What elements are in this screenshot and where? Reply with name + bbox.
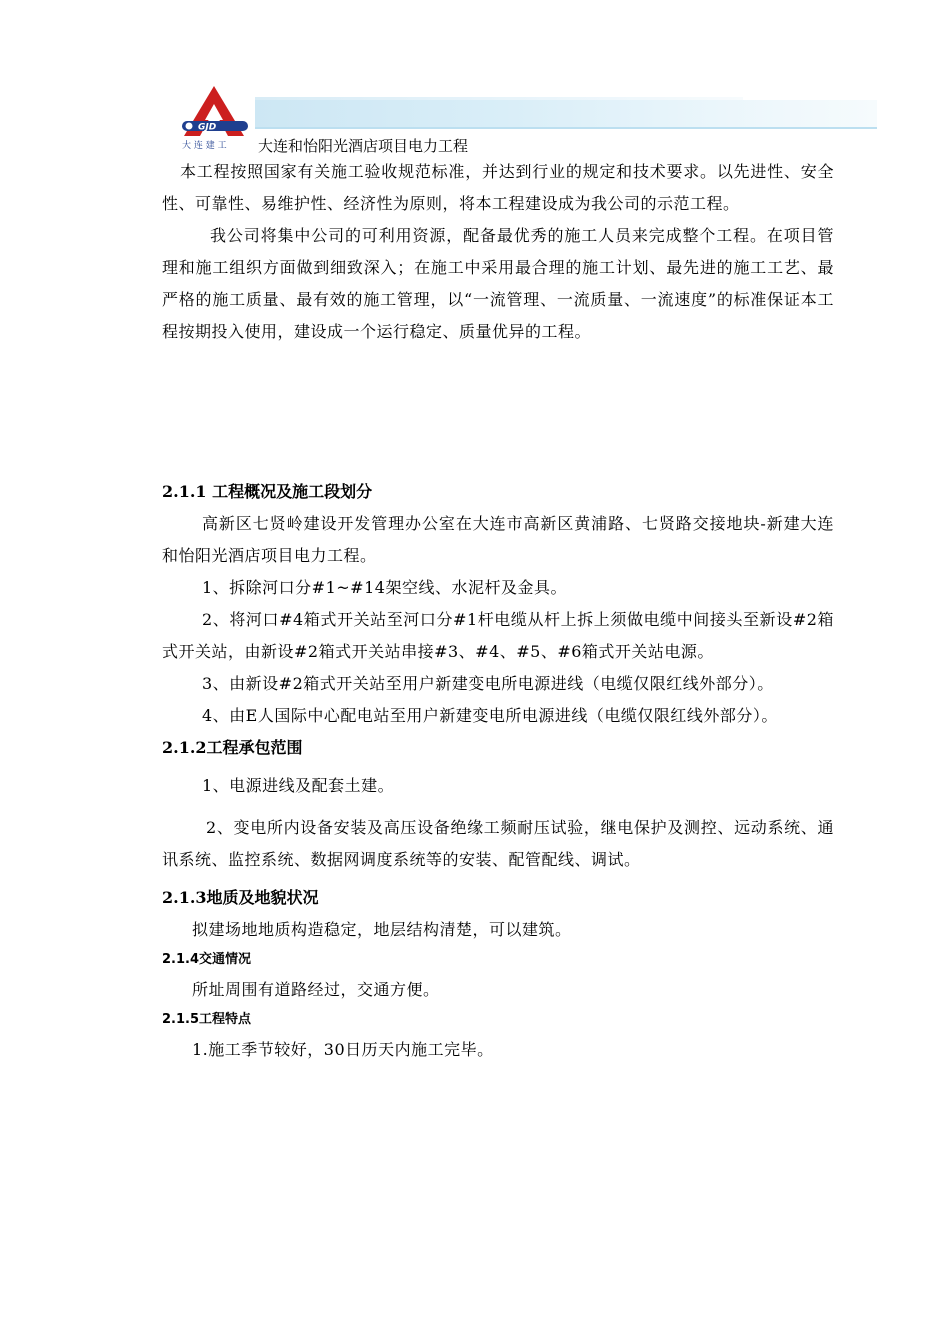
header-band-line <box>255 127 877 129</box>
section-2-1-1-heading: 2.1.1 工程概况及施工段划分 <box>162 482 373 501</box>
section-2-1-5-heading: 2.1.5工程特点 <box>162 1012 252 1027</box>
company-logo <box>180 84 252 152</box>
page-header <box>0 0 950 160</box>
logo-caption: 大 连 建 工 <box>182 141 227 151</box>
section-2-1-1-item-3: 3、由新设#2箱式开关站至用户新建变电所电源进线（电缆仅限红线外部分）。 <box>202 674 774 693</box>
section-2-1-1-item-1: 1、拆除河口分#1~#14架空线、水泥杆及金具。 <box>202 578 567 597</box>
blank-space <box>162 348 834 476</box>
section-2-1-2-item-1: 1、电源进线及配套土建。 <box>202 776 395 795</box>
section-2-1-1-paragraph: 高新区七贤岭建设开发管理办公室在大连市高新区黄浦路、七贤路交接地块-新建大连和怡阳光酒店项目电力工程。 <box>162 514 834 565</box>
logo-brand: GJD <box>198 122 217 133</box>
header-band <box>255 100 877 127</box>
document-body <box>162 156 834 1066</box>
section-2-1-1-item-4: 4、由E人国际中心配电站至用户新建变电所电源进线（电缆仅限红线外部分）。 <box>202 706 778 725</box>
section-2-1-2-heading: 2.1.2工程承包范围 <box>162 738 303 757</box>
section-2-1-3-paragraph: 拟建场地地质构造稳定，地层结构清楚，可以建筑。 <box>192 920 572 939</box>
section-2-1-1-item-2: 2、将河口#4箱式开关站至河口分#1杆电缆从杆上拆上须做电缆中间接头至新设#2箱式开关站，由新设#2箱式开关站串接#3、#4、#5、#6箱式开关站电源。 <box>162 610 834 661</box>
intro-paragraph-1: 本工程按照国家有关施工验收规范标准，并达到行业的规定和技术要求。以先进性、安全性、可靠性、易维护性、经济性为原则，将本工程建设成为我公司的示范工程。 <box>162 162 834 213</box>
section-2-1-5-item-1: 1.施工季节较好，30日历天内施工完毕。 <box>192 1040 494 1059</box>
project-title: 大连和怡阳光酒店项目电力工程 <box>258 137 469 155</box>
intro-paragraph-2: 我公司将集中公司的可利用资源，配备最优秀的施工人员来完成整个工程。在项目管理和施工组织方面做到细致深入；在施工中采用最合理的施工计划、最先进的施工工艺、最严格的施工质量、最有效的施工管理，以“一流管理、一流质量、一流速度”的标准保证本工程按期投入使用，建设成一个运行稳定、质量优异的工程。 <box>162 226 834 341</box>
section-2-1-4-heading: 2.1.4交通情况 <box>162 952 252 967</box>
section-2-1-3-heading: 2.1.3地质及地貌状况 <box>162 888 319 907</box>
section-2-1-2-item-2: 2、变电所内设备安装及高压设备绝缘工频耐压试验，继电保护及测控、远动系统、通讯系统、监控系统、数据网调度系统等的安装、配管配线、调试。 <box>162 818 834 869</box>
section-2-1-4-paragraph: 所址周围有道路经过，交通方便。 <box>192 980 440 999</box>
